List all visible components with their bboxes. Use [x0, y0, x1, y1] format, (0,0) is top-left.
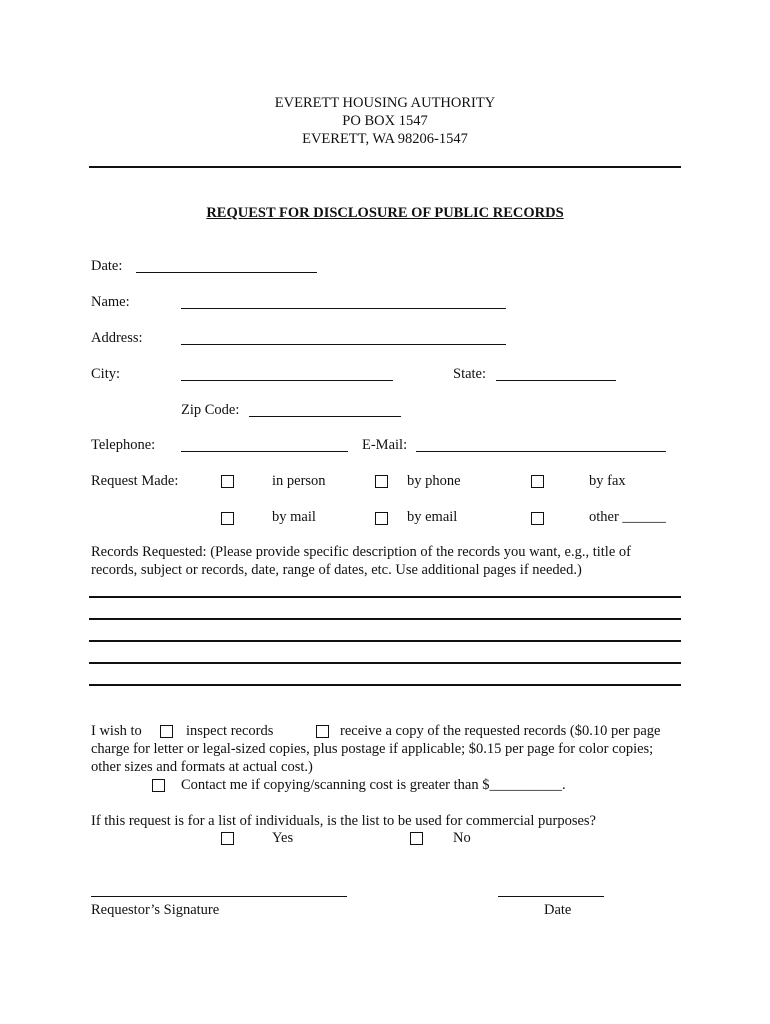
- inspect-records-checkbox[interactable]: [160, 725, 173, 738]
- name-field[interactable]: [181, 308, 506, 309]
- contact-me-checkbox[interactable]: [152, 779, 165, 792]
- zip-label: Zip Code:: [181, 402, 240, 418]
- signature-label: Requestor’s Signature: [91, 902, 220, 918]
- by-phone-label: by phone: [407, 473, 461, 489]
- records-line-3[interactable]: [89, 640, 681, 642]
- records-line-1[interactable]: [89, 596, 681, 598]
- request-made-label: Request Made:: [91, 473, 179, 489]
- records-instructions-line2: records, subject or records, date, range of dates, etc. Use additional pages if needed.): [91, 562, 582, 578]
- header-divider: [89, 166, 681, 168]
- signature-line[interactable]: [91, 896, 347, 897]
- contact-me-label: Contact me if copying/scanning cost is greater than $__________.: [181, 777, 566, 793]
- signature-date-line[interactable]: [498, 896, 604, 897]
- signature-date-label: Date: [544, 902, 572, 918]
- records-line-2[interactable]: [89, 618, 681, 620]
- email-label: E-Mail:: [362, 437, 408, 453]
- copy-cost-line2: charge for letter or legal-sized copies, plus postage if applicable; $0.15 per page for color copies;: [91, 741, 654, 757]
- address-field[interactable]: [181, 344, 506, 345]
- in-person-checkbox[interactable]: [221, 475, 234, 488]
- by-mail-checkbox[interactable]: [221, 512, 234, 525]
- city-label: City:: [91, 366, 121, 382]
- by-fax-checkbox[interactable]: [531, 475, 544, 488]
- wish-lead: I wish to: [91, 723, 142, 739]
- receive-copy-label: receive a copy of the requested records ($0.10 per page: [340, 723, 661, 739]
- state-field[interactable]: [496, 380, 616, 381]
- zip-field[interactable]: [249, 416, 401, 417]
- date-field[interactable]: [136, 272, 317, 273]
- commercial-no-checkbox[interactable]: [410, 832, 423, 845]
- by-phone-checkbox[interactable]: [375, 475, 388, 488]
- copy-cost-line3: other sizes and formats at actual cost.): [91, 759, 313, 775]
- address-label: Address:: [91, 330, 143, 346]
- records-line-4[interactable]: [89, 662, 681, 664]
- records-line-5[interactable]: [89, 684, 681, 686]
- other-label: other ______: [589, 509, 666, 525]
- email-field[interactable]: [416, 451, 666, 452]
- by-mail-label: by mail: [272, 509, 316, 525]
- org-name: EVERETT HOUSING AUTHORITY: [274, 95, 496, 111]
- other-checkbox[interactable]: [531, 512, 544, 525]
- org-address-line1: PO BOX 1547: [342, 113, 428, 129]
- commercial-yes-label: Yes: [272, 830, 294, 846]
- in-person-label: in person: [272, 473, 326, 489]
- by-fax-label: by fax: [589, 473, 626, 489]
- by-email-checkbox[interactable]: [375, 512, 388, 525]
- org-address-line2: EVERETT, WA 98206-1547: [302, 131, 468, 147]
- name-label: Name:: [91, 294, 130, 310]
- date-label: Date:: [91, 258, 123, 274]
- by-email-label: by email: [407, 509, 458, 525]
- form-title: REQUEST FOR DISCLOSURE OF PUBLIC RECORDS: [206, 205, 564, 221]
- commercial-question: If this request is for a list of individuals, is the list to be used for commercial purposes?: [91, 813, 596, 829]
- city-field[interactable]: [181, 380, 393, 381]
- commercial-no-label: No: [453, 830, 471, 846]
- state-label: State:: [453, 366, 487, 382]
- telephone-field[interactable]: [181, 451, 348, 452]
- telephone-label: Telephone:: [91, 437, 156, 453]
- records-instructions-line1: Records Requested: (Please provide specific description of the records you want, e.g., title of: [91, 544, 631, 560]
- commercial-yes-checkbox[interactable]: [221, 832, 234, 845]
- receive-copy-checkbox[interactable]: [316, 725, 329, 738]
- inspect-records-label: inspect records: [186, 723, 274, 739]
